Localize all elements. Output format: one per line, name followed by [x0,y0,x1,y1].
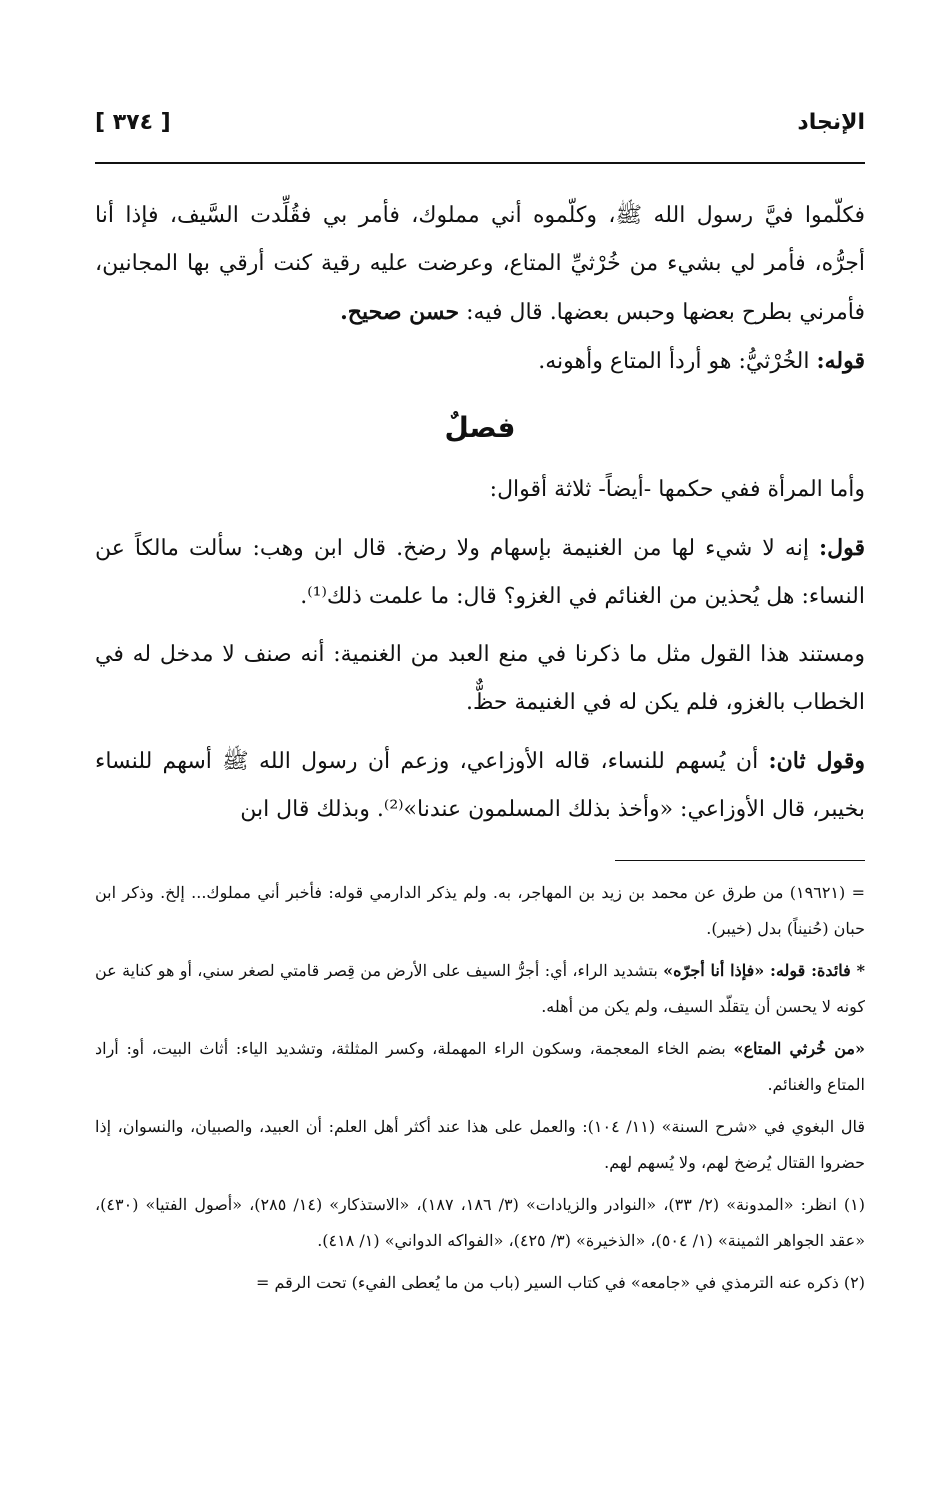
footnote: (١) انظر: «المدونة» (٢/ ٣٣)، «النوادر والزيادات» (٣/ ١٨٦، ١٨٧)، «الاستذكار» (١٤/ ٢٨٥)، «أصول الفتيا» (٤٣٠)، «عقد الجواهر الثمينة» (١/ ٥٠٤)، «الذخيرة» (٣/ ٤٢٥)، «الفواكه الدواني» (١/ ٤١٨). [95,1195,865,1250]
paragraph-text: أن يُسهم للنساء، قاله الأوزاعي، وزعم أن رسول الله ﷺ أسهم للنساء بخيبر، قال الأوزاعي: «وأخذ بذلك المسلمون عندنا»⁽²⁾. وبذلك قال ابن [95,749,865,822]
running-title: الإنجاد [797,110,865,135]
paragraph [95,192,865,337]
section-heading: فصلٌ [444,411,516,444]
footnote-text: بضم الخاء المعجمة، وسكون الراء المهملة، وكسر المثلثة، وتشديد الياء: أثاث البيت، أو: أراد المتاع والغنائم. [95,1039,865,1094]
paragraph-text: فكلّموا فيَّ رسول الله ﷺ، وكلّموه أني مملوك، فأمر بي فقُلِّدت السَّيف، فإذا أنا أجرُّه، فأمر لي بشيء من خُرْثيِّ المتاع، وعرضت عليه رقية كنت أرقي بها المجانين، فأمرني بطرح بعضها وحبس بعضها. قال فيه: [95,203,865,325]
footnote: قال البغوي في «شرح السنة» (١١/ ١٠٤): والعمل على هذا عند أكثر أهل العلم: أن العبيد، والصبيان، والنسوان، إذا حضروا القتال يُرضخ لهم، ولا يُسهم لهم. [95,1117,866,1172]
book-page [95,110,865,1307]
footnotes [95,875,865,1301]
header-rule [95,162,865,164]
footnote-rule [615,860,865,861]
paragraph-text: إنه لا شيء لها من الغنيمة بإسهام ولا رضخ. قال ابن وهب: سألت مالكاً عن النساء: هل يُحذين من الغنائم في الغزو؟ قال: ما علمت ذلك⁽¹⁾. [95,536,865,609]
paragraph [95,737,865,834]
main-text [95,192,865,834]
footnote [95,1031,865,1103]
paragraph-label: قوله: [816,348,865,374]
paragraph: ومستند هذا القول مثل ما ذكرنا في منع العبد من الغنمية: أنه صنف لا مدخل له في الخطاب بالغزو، فلم يكن له في الغنيمة حظٌّ. [95,642,865,715]
footnote-label: * فائدة: قوله: «فإذا أنا أجرّه» [663,961,865,980]
footnote-label: «من خُرثي المتاع» [733,1039,865,1058]
footnote [95,953,865,1025]
footnote: = (١٩٦٢١) من طرق عن محمد بن زيد بن المهاجر، به. ولم يذكر الدارمي قوله: فأخبر أني مملوك... إلخ. وذكر ابن حبان (حُنيناً) بدل (خيبر). [95,883,866,938]
hadith-grade: حسن صحيح. [340,299,460,325]
paragraph-label: وقول ثان: [768,748,865,774]
paragraph-label: قول: [819,535,865,561]
page-number: [ ٣٧٤ ] [95,110,171,135]
paragraph-text: الخُرْثيُّ: هو أردأ المتاع وأهونه. [538,349,810,374]
running-header [95,110,865,160]
paragraph [95,337,865,386]
paragraph: وأما المرأة ففي حكمها -أيضاً- ثلاثة أقوال: [489,477,865,502]
footnote: (٢) ذكره عنه الترمذي في «جامعه» في كتاب السير (باب من ما يُعطى الفيء) تحت الرقم = [256,1273,865,1292]
footnote-text: بتشديد الراء، أي: أجرُّ السيف على الأرض من قِصر قامتي لصغر سني، أو هو كناية عن كونه لا يحسن أن يتقلّد السيف، ولم يكن من أهله. [95,961,865,1016]
paragraph [95,524,865,621]
